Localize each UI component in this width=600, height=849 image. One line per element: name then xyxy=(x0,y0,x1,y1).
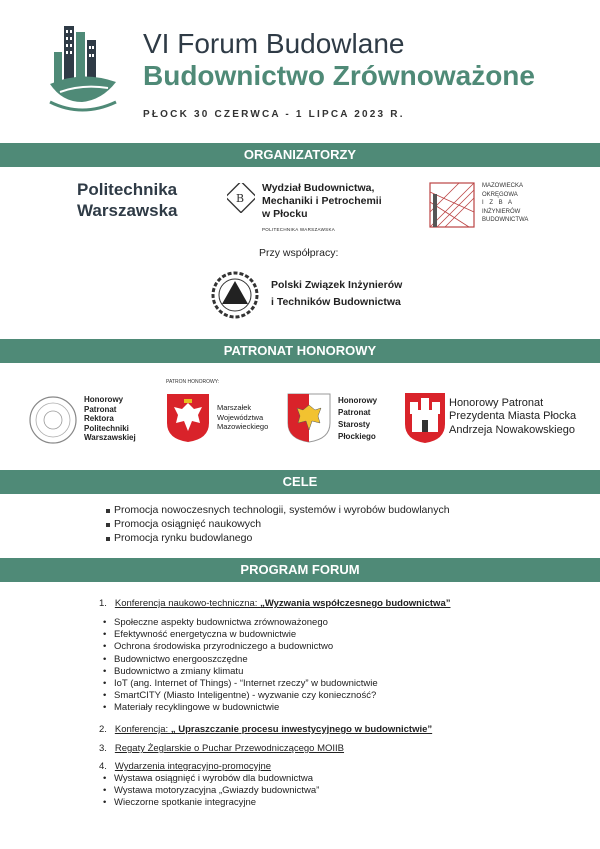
forum-title: VI Forum Budowlane xyxy=(143,28,405,59)
section-patronage-header: PATRONAT HONOROWY xyxy=(0,339,600,363)
plock-city-coat-of-arms-icon xyxy=(404,392,446,444)
topic-item: • Efektywność energetyczna w budownictwie xyxy=(103,629,378,641)
moiib-logo-text: MAZOWIECKA OKRĘGOWA I Z B A INŻYNIERÓW BUDOWNICTWA xyxy=(482,183,529,224)
topic-item: • Wieczorne spotkanie integracyjne xyxy=(103,797,319,809)
event-date: PŁOCK 30 CZERWCA - 1 LIPCA 2023 R. xyxy=(143,109,405,120)
program-item-4-topics xyxy=(103,773,319,810)
topic-item: • Ochrona środowiska przyrodniczego a budownictwo xyxy=(103,641,378,653)
president-patronage-text: Honorowy Patronat Prezydenta Miasta Płocka Andrzeja Nowakowskiego xyxy=(449,397,577,436)
goal-item: Promocja nowoczesnych technologii, systemów i wyrobów budowlanych xyxy=(106,504,450,518)
cooperation-label: Przy współpracy: xyxy=(259,247,339,259)
program-item-1: 1. Konferencja naukowo-techniczna: „Wyzwania współczesnego budownictwa” xyxy=(99,598,451,609)
topic-item: • Społeczne aspekty budownictwa zrównoważonego xyxy=(103,617,378,629)
topic-item: • Wystawa osiągnięć i wyrobów dla budownictwa xyxy=(103,773,319,785)
plock-county-coat-of-arms-icon xyxy=(287,393,331,443)
topic-item: • SmartCITY (Miasto Inteligentne) - wyzwanie czy konieczność? xyxy=(103,690,378,702)
section-goals-header: CELE xyxy=(0,470,600,494)
pw-seal-icon xyxy=(28,395,78,445)
pw-logo-text: Politechnika Warszawska xyxy=(77,180,178,220)
pziitb-logo-text: Polski Związek Inżynierów i Techników Budownictwa xyxy=(271,279,403,308)
svg-text:B: B xyxy=(236,192,245,205)
goals-list xyxy=(106,504,450,545)
section-program-header: PROGRAM FORUM xyxy=(0,558,600,582)
program-item-2: 2. Konferencja: „ Upraszczanie procesu inwestycyjnego w budownictwie” xyxy=(99,724,433,735)
pziitb-logo-icon xyxy=(210,270,260,320)
goal-item: Promocja osiągnięć naukowych xyxy=(106,518,450,532)
wbmp-logo-text: Wydział Budownictwa, Mechaniki i Petrochemii w Płocku POLITECHNIKA WARSZAWSKA xyxy=(262,182,382,232)
topic-item: • Materiały recyklingowe w budownictwie xyxy=(103,702,378,714)
topic-item: • Budownictwo energooszczędne xyxy=(103,654,378,666)
mazovia-coat-of-arms-icon xyxy=(166,393,210,443)
topic-item: • Wystawa motoryzacyjna „Gwiazdy budownictwa” xyxy=(103,785,319,797)
rector-patronage-text: Honorowy Patronat Rektora Politechniki Warszawskiej xyxy=(84,395,136,443)
wbmp-emblem-icon xyxy=(227,183,255,213)
topic-item: • IoT (ang. Internet of Things) - “Internet rzeczy” w budownictwie xyxy=(103,678,378,690)
program-item-3: 3. Regaty Żeglarskie o Puchar Przewodniczącego MOIIB xyxy=(99,743,345,754)
forum-logo xyxy=(46,22,120,118)
topic-item: • Budownictwo a zmiany klimatu xyxy=(103,666,378,678)
marshal-patronage-text: Marszałek Województwa Mazowieckiego xyxy=(217,403,269,431)
starost-patronage-text: Honorowy Patronat Starosty Płockiego xyxy=(338,396,378,441)
forum-subtitle: Budownictwo Zrównoważone xyxy=(143,60,535,91)
moiib-logo-icon xyxy=(429,182,475,228)
goal-item: Promocja rynku budowlanego xyxy=(106,532,450,546)
patron-label: PATRON HONOROWY: xyxy=(166,379,220,385)
section-organizers-header: ORGANIZATORZY xyxy=(0,143,600,167)
program-item-1-topics xyxy=(103,617,378,715)
program-item-4: 4. Wydarzenia integracyjno-promocyjne xyxy=(99,761,272,772)
